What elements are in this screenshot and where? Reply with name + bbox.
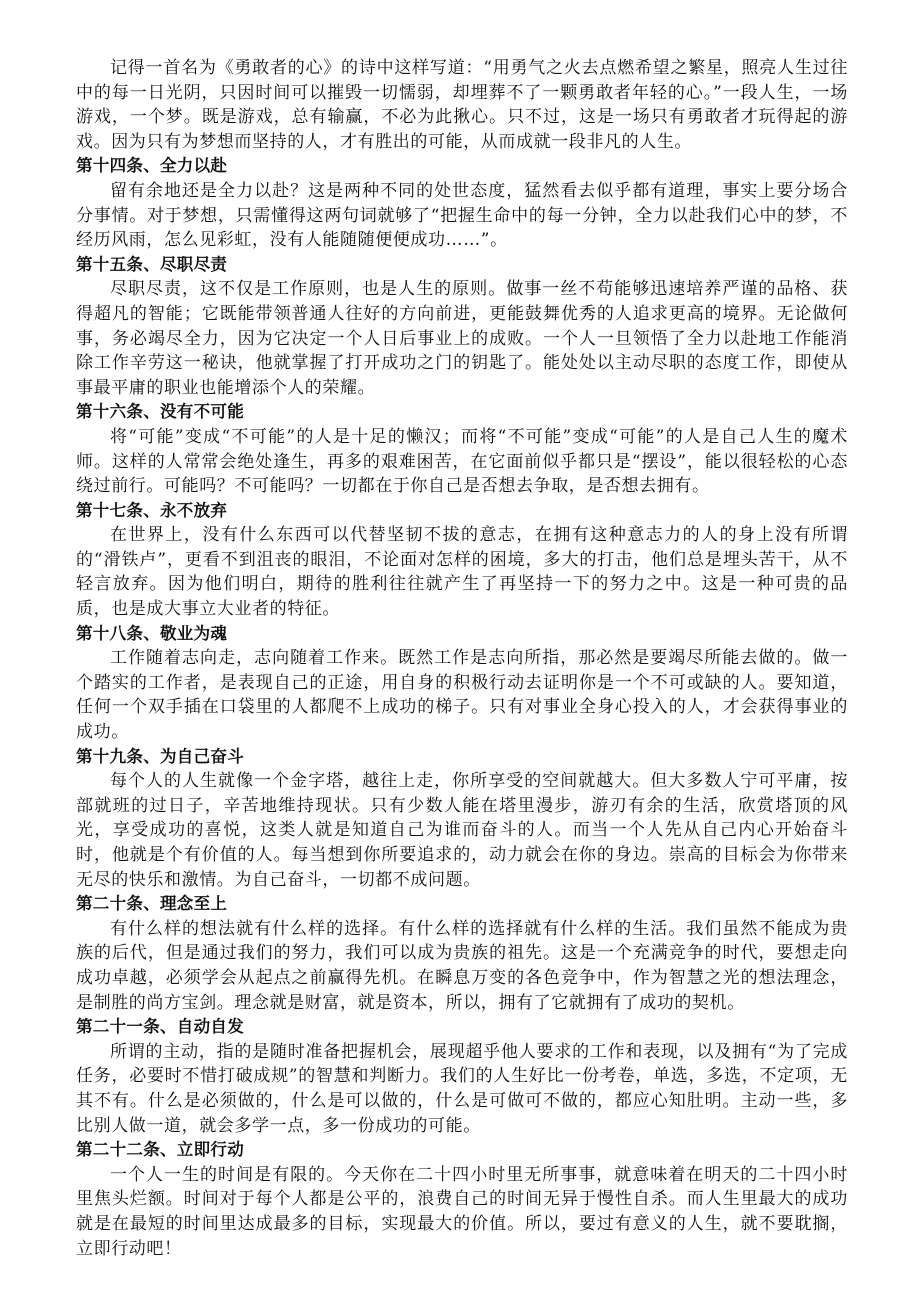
section-body-21: 所谓的主动，指的是随时准备把握机会，展现超乎他人要求的工作和表现，以及拥有“为了完成任务，必要时不惜打破成规”的智慧和判断力。我们的人生好比一份考卷，单选，多选，不定项，无其不有。什么是必须做的，什么是可以做的，什么是可做可不做的，都应心知肚明。主动一些，多比别人做一道，就会多学一点，多一份成功的可能。	[76, 1041, 848, 1136]
section-heading-19: 第十九条、为自己奋斗	[76, 746, 244, 766]
intro-paragraph: 记得一首名为《勇敢者的心》的诗中这样写道：“用勇气之火去点燃希望之繁星，照亮人生过往中的每一日光阴，只因时间可以摧毁一切懦弱，却埋葬不了一颗勇敢者年轻的心。”一段人生，一场游戏，一个梦。既是游戏，总有输赢，不必为此揪心。只不过，这是一场只有勇敢者才玩得起的游戏。因为只有为梦想而坚持的人，才有胜出的可能，从而成就一段非凡的人生。	[76, 58, 848, 152]
section-heading-16: 第十六条、没有不可能	[76, 402, 244, 422]
document-page	[76, 56, 848, 1261]
section-body-14: 留有余地还是全力以赴？这是两种不同的处世态度，猛然看去似乎都有道理，事实上要分场合分事情。对于梦想，只需懂得这两句词就够了“把握生命中的每一分钟，全力以赴我们心中的梦，不经历风雨，怎么见彩虹，没有人能随随便便成功……”。	[76, 180, 848, 251]
section-heading-14: 第十四条、全力以赴	[76, 156, 228, 176]
section-heading-22: 第二十二条、立即行动	[76, 1140, 244, 1160]
section-body-19: 每个人的人生就像一个金字塔，越往上走，你所享受的空间就越大。但大多数人宁可平庸，按部就班的过日子，辛苦地维持现状。只有少数人能在塔里漫步，游刃有余的生活，欣赏塔顶的风光，享受成功的喜悦，这类人就是知道自己为谁而奋斗的人。而当一个人先从自己内心开始奋斗时，他就是个有价值的人。每当想到你所要追求的，动力就会在你的身边。崇高的目标会为你带来无尽的快乐和激情。为自己奋斗，一切都不成问题。	[76, 771, 848, 890]
section-heading-18: 第十八条、敬业为魂	[76, 623, 228, 643]
section-heading-20: 第二十条、理念至上	[76, 894, 228, 914]
section-heading-21: 第二十一条、自动自发	[76, 1017, 244, 1037]
section-body-16: 将“可能”变成“不可能”的人是十足的懒汉；而将“不可能”变成“可能”的人是自己人生的魔术师。这样的人常常会绝处逢生，再多的艰难困苦，在它面前似乎都只是“摆设”，能以很轻松的心态绕过前行。可能吗？不可能吗？一切都在于你自己是否想去争取，是否想去拥有。	[76, 426, 848, 497]
section-body-20: 有什么样的想法就有什么样的选择。有什么样的选择就有什么样的生活。我们虽然不能成为贵族的后代，但是通过我们的努力，我们可以成为贵族的祖先。这是一个充满竞争的时代，要想走向成功卓越，必须学会从起点之前赢得先机。在瞬息万变的各色竞争中，作为智慧之光的想法理念，是制胜的尚方宝剑。理念就是财富，就是资本，所以，拥有了它就拥有了成功的契机。	[76, 918, 848, 1013]
section-body-17: 在世界上，没有什么东西可以代替坚韧不拔的意志，在拥有这种意志力的人的身上没有所谓的“滑铁卢”，更看不到沮丧的眼泪，不论面对怎样的困境，多大的打击，他们总是埋头苦干，从不轻言放弃。因为他们明白，期待的胜利往往就产生了再坚持一下的努力之中。这是一种可贵的品质，也是成大事立大业者的特征。	[76, 525, 848, 620]
section-heading-17: 第十七条、永不放弃	[76, 500, 228, 520]
section-body-22: 一个人一生的时间是有限的。今天你在二十四小时里无所事事，就意味着在明天的二十四小时里焦头烂额。时间对于每个人都是公平的，浪费自己的时间无异于慢性自杀。而人生里最大的成功就是在最短的时间里达成最多的目标，实现最大的价值。所以，要过有意义的人生，就不要耽搁，立即行动吧！	[76, 1164, 848, 1259]
section-heading-15: 第十五条、尽职尽责	[76, 254, 228, 274]
section-body-15: 尽职尽责，这不仅是工作原则，也是人生的原则。做事一丝不苟能够迅速培养严谨的品格、获得超凡的智能；它既能带领普通人往好的方向前进，更能鼓舞优秀的人追求更高的境界。无论做何事，务必竭尽全力，因为它决定一个人日后事业上的成败。一个人一旦领悟了全力以赴地工作能消除工作辛劳这一秘诀，他就掌握了打开成功之门的钥匙了。能处处以主动尽职的态度工作，即使从事最平庸的职业也能增添个人的荣耀。	[76, 279, 848, 398]
section-body-18: 工作随着志向走，志向随着工作来。既然工作是志向所指，那必然是要竭尽所能去做的。做一个踏实的工作者，是表现自己的正途，用自身的积极行动去证明你是一个不可或缺的人。要知道，任何一个双手插在口袋里的人都爬不上成功的梯子。只有对事业全身心投入的人，才会获得事业的成功。	[76, 648, 848, 743]
